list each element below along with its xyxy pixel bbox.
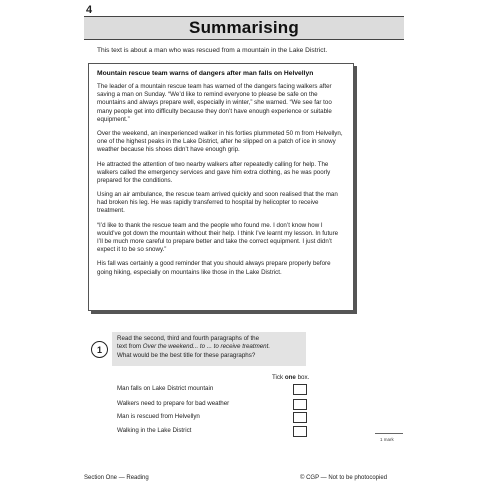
question-line-2-quote: Over the weekend... to ... to receive treatment. (142, 343, 271, 351)
article-paragraph: He attracted the attention of two nearby walkers after repeatedly calling for help. The walkers called the emergency services and gave him extra clothing, as he was poorly prepared for the conditions. (97, 160, 331, 184)
question-line-2-prefix: text from (117, 343, 143, 351)
answer-checkbox[interactable] (293, 412, 307, 423)
tick-instruction-prefix: Tick (272, 374, 285, 381)
article-box (88, 63, 354, 311)
article-paragraph: His fall was certainly a good reminder that you should always prepare properly before going hiking, especially on mountains like those in the Lake District. (97, 260, 331, 276)
answer-option: Man is rescued from Helvellyn (117, 413, 200, 420)
article-paragraph: The leader of a mountain rescue team has warned of the dangers facing walkers after saving a man on Sunday. “We’d like to remind everyone to please be safe on the mountains and always prepare well, especially in winter,” she warned. “We see far too many people get into difficulty because they don’t have enough experience or suitable equipment.” (97, 83, 332, 123)
tick-instruction-suffix: box. (295, 374, 310, 381)
title-bar (84, 16, 404, 40)
answer-checkbox[interactable] (293, 384, 307, 395)
page-title: Summarising (189, 18, 299, 37)
intro-text: This text is about a man who was rescued from a mountain in the Lake District. (97, 47, 328, 54)
footer-section: Section One — Reading (84, 475, 149, 481)
tick-instruction-bold: one (284, 374, 296, 381)
article-paragraph: Using an air ambulance, the rescue team arrived quickly and soon realised that the man had broken his leg. He was rapidly transferred to hospital by helicopter to receive treatment. (97, 191, 338, 215)
article-paragraph: Over the weekend, an inexperienced walker in his forties plummeted 50 m from Helvellyn, one of the highest peaks in the Lake District, after he slipped on a patch of ice in snowy weather because his shoes didn’t have enough grip. (97, 129, 343, 154)
article-headline: Mountain rescue team warns of dangers after man falls on Helvellyn (97, 70, 314, 77)
answer-option: Walkers need to prepare for bad weather (117, 400, 230, 407)
question-number: 1 (91, 341, 108, 358)
answer-checkbox[interactable] (293, 399, 307, 410)
mark-divider (375, 433, 403, 434)
footer-copyright: © CGP — Not to be photocopied (300, 475, 388, 481)
question-box (112, 332, 306, 366)
answer-checkbox[interactable] (293, 426, 307, 437)
question-line-2 (117, 343, 301, 351)
mark-allocation: 1 mark (380, 437, 394, 442)
question-line-1: Read the second, third and fourth paragraphs of the (117, 335, 260, 342)
answer-option: Man falls on Lake District mountain (117, 385, 214, 392)
tick-instruction (272, 374, 309, 381)
answer-option: Walking in the Lake District (117, 427, 192, 434)
page-number: 4 (86, 4, 93, 16)
question-line-3: What would be the best title for these paragraphs? (117, 351, 256, 359)
article-paragraph: “I’d like to thank the rescue team and the people who found me. I don’t know how I would’ve got down the mountain without their help. I think I’ve learnt my lesson. In future I’ll be much more careful to prepare better and take the correct equipment. I just didn’t expect it to be so snowy.” (97, 221, 339, 254)
